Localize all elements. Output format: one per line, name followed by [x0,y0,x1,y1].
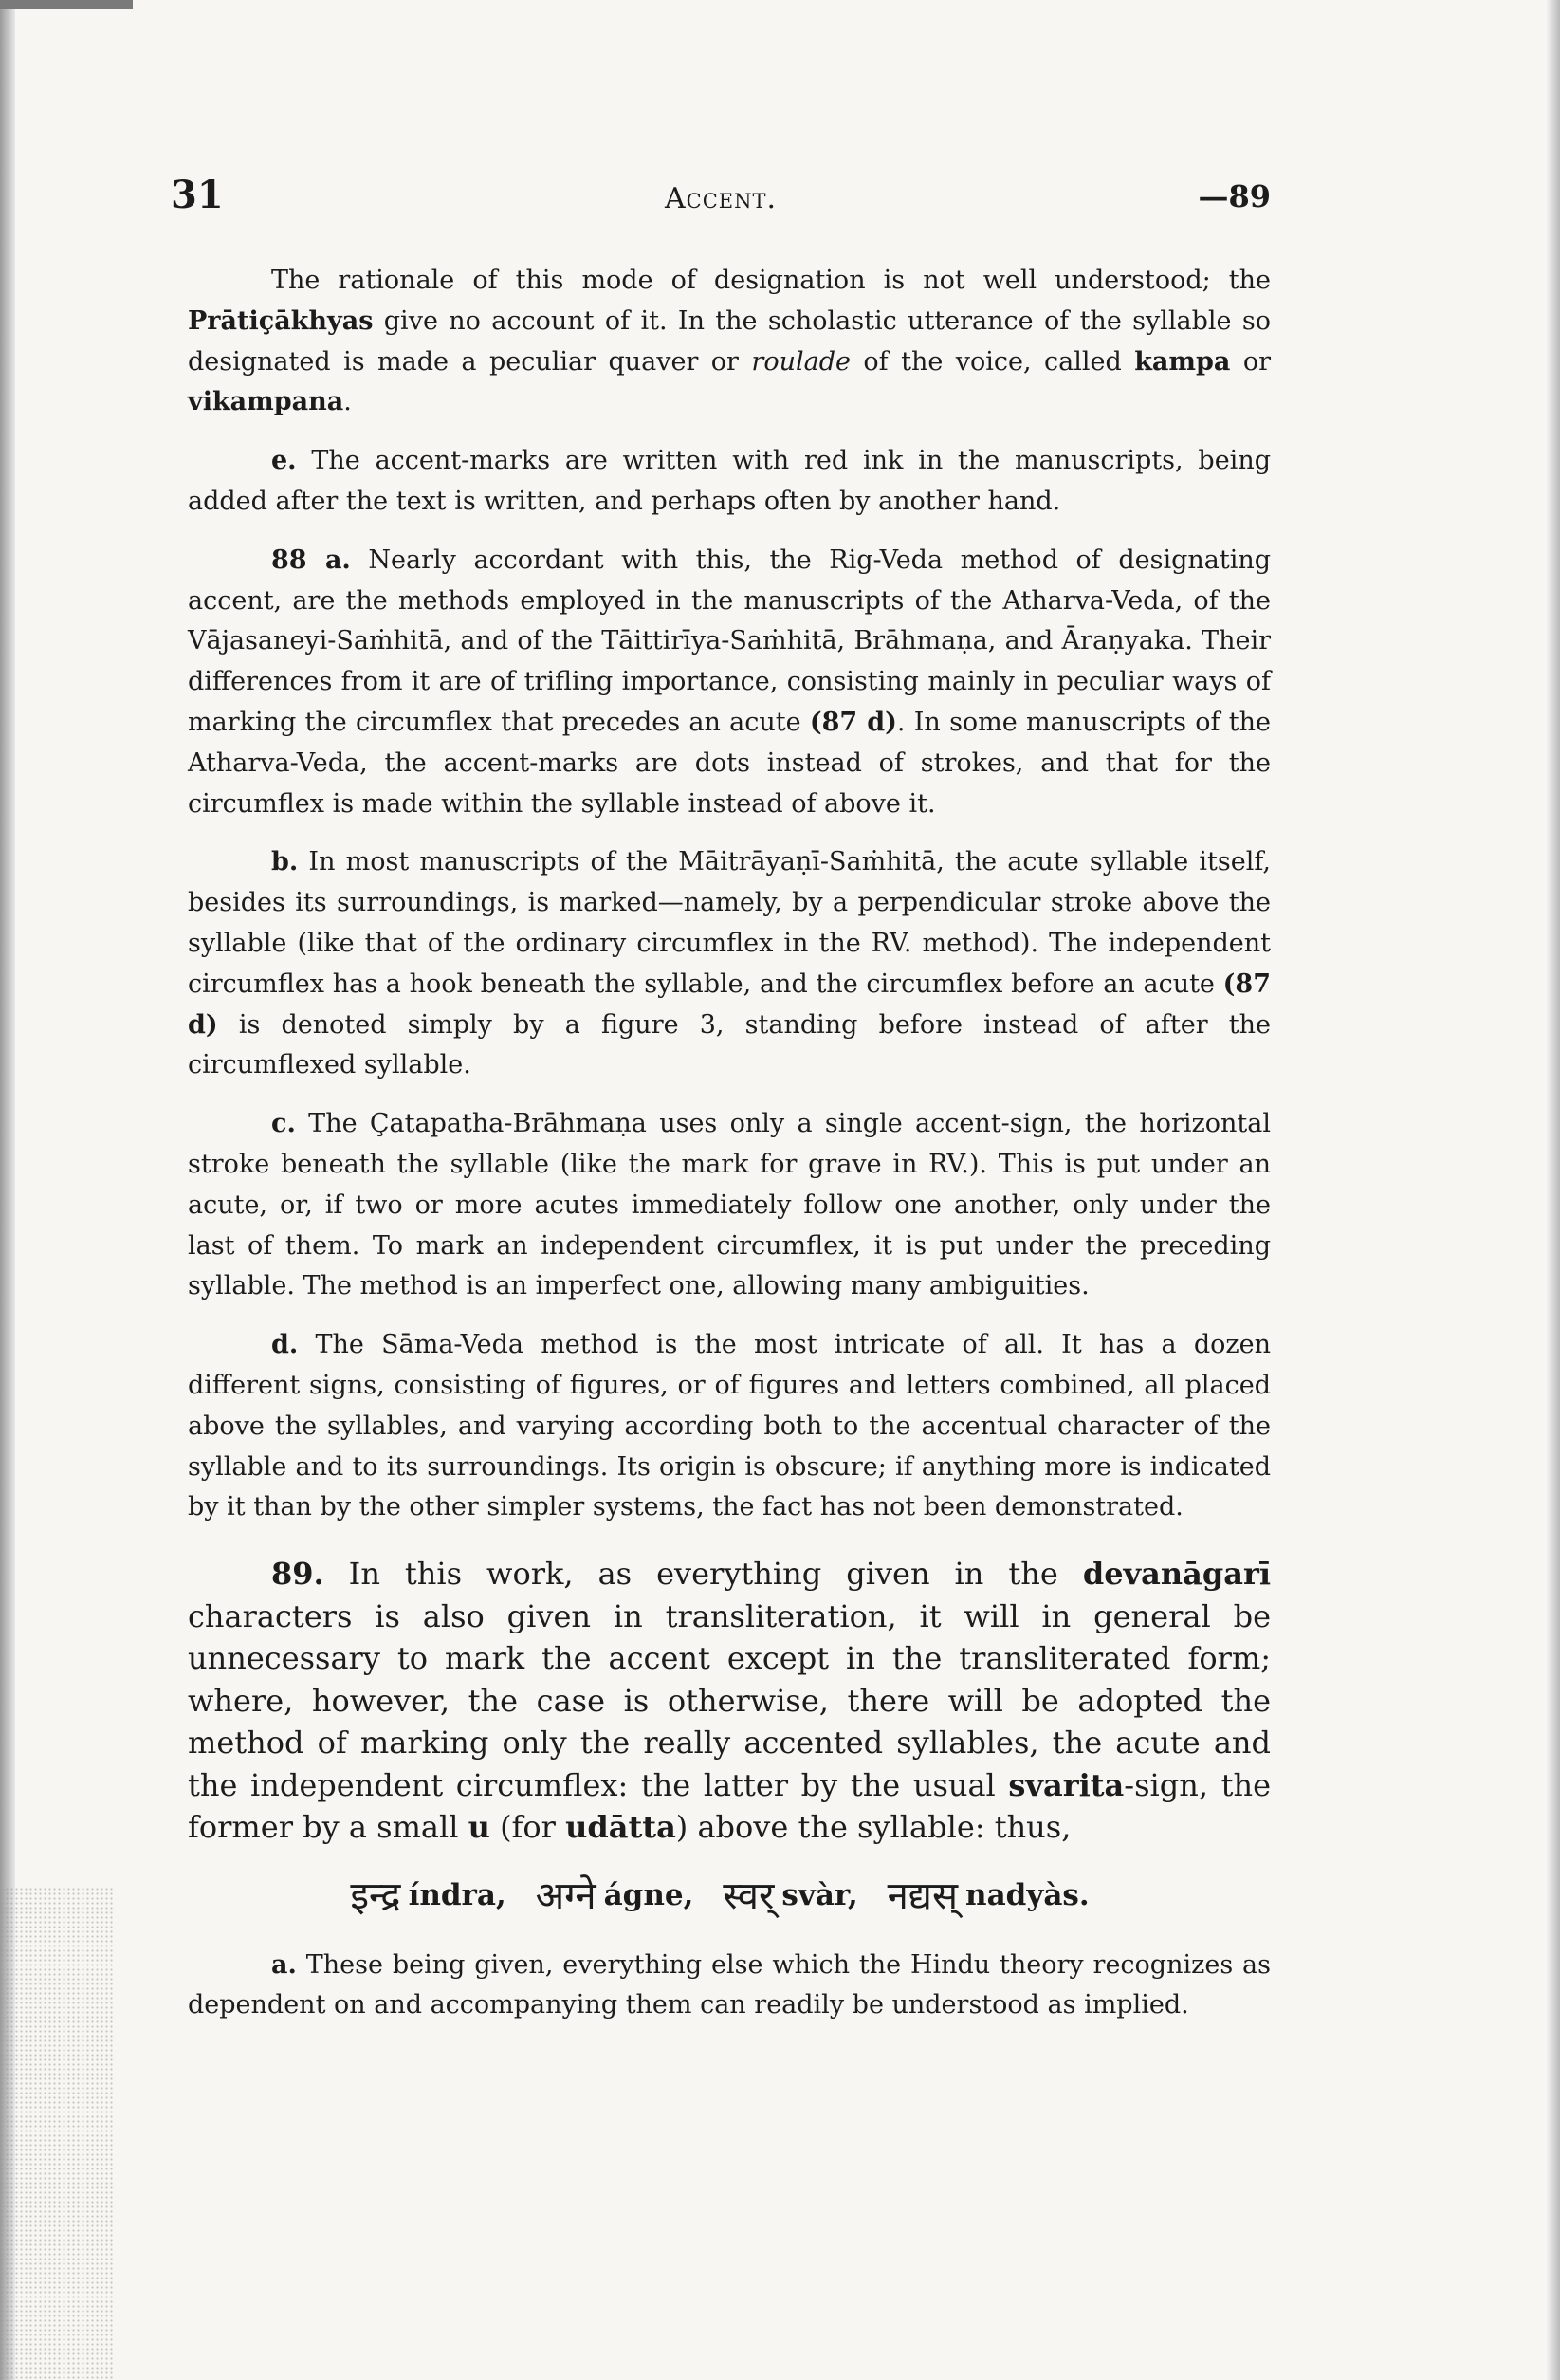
paragraph-rationale: The rationale of this mode of designation is not well understood; the Prātiçākhyas give no account of it. In the scholastic utterance of the syllable so designated is made a peculiar quaver or roulade of the voice, called kampa or vikampana. [188,266,1271,417]
scan-top-shade [0,0,133,9]
paragraph-89a: a. These being given, everything else which the Hindu theory recognizes as dependent on and accompanying them can readily be understood as implied. [188,1949,1271,2020]
paragraph-label: 88 a. [271,544,351,575]
devanagari-word: अग्ने [535,1873,596,1918]
scan-corner-noise [0,1887,114,2380]
section-reference: —89 [1198,178,1271,214]
paragraph-c: c. The Çatapatha-Brāhmaṇa uses only a single accent-sign, the horizontal stroke beneath the syllable (like the mark for grave in RV.). This is put under an acute, or, if two or more acutes immediately follow one another, only under the last of them. To mark an independent circumflex, it is put under the preceding syllable. The method is an imperfect one, allowing many ambiguities. [188,1109,1271,1301]
devanagari-word: इन्द्र [350,1873,401,1918]
devanagari-word: स्वर् [723,1873,775,1918]
devanagari-word: नद्यस् [887,1873,959,1918]
page-number: 31 [171,173,224,217]
paragraph-label: d. [271,1330,299,1360]
paragraph-e: e. The accent-marks are written with red ink in the manuscripts, being added after the text is written, and perhaps often by another hand. [188,446,1271,516]
paragraph-label: 89. [271,1556,324,1593]
paragraph-d: d. The Sāma-Veda method is the most intricate of all. It has a dozen different signs, consisting of figures, or of figures and letters combined, all placed above the syllables, and varying according both to the accentual character of the syllable and to its surroundings. Its origin is obscure; if anything more is indicated by it than by the other simpler systems, the fact has not been demonstrated. [188,1330,1271,1522]
transliterated-word: nadyàs. [965,1877,1090,1912]
paragraph-89: 89. In this work, as everything given in the devanāgarī characters is also given in transliteration, it will in general be unnecessary to mark the accent except in the transliterated form; where, however, the case is otherwise, there will be adopted the method of marking only the really accented syllables, the acute and the independent circumflex: the latter by the usual svarita-sign, the former by a small u (for udātta) above the syllable: thus, [188,1556,1272,1846]
paragraph-b: b. In most manuscripts of the Māitrāyaṇī-Saṁhitā, the acute syllable itself, besides its surroundings, is marked—namely, by a perpendicular stroke above the syllable (like that of the ordinary circumflex in the RV. method). The independent circumflex has a hook beneath the syllable, and the circumflex before an acute (87 d) is denoted simply by a figure 3, standing before instead of after the circumflexed syllable. [188,847,1271,1080]
page-header [171,173,1271,230]
paragraph-label: b. [271,847,299,877]
paragraph-88a: 88 a. Nearly accordant with this, the Rig-Veda method of designating accent, are the methods employed in the manuscripts of the Atharva-Veda, of the Vājasaneyi-Saṁhitā, and of the Tāittirīya-Saṁhitā, Brāhmaṇa, and Āraṇyaka. Their differences from it are of trifling importance, consisting mainly in peculiar ways of marking the circumflex that precedes an acute (87 d). In some manuscripts of the Atharva-Veda, the accent-marks are dots instead of strokes, and that for the circumflex is made within the syllable instead of above it. [188,544,1272,819]
transliterated-word: svàr, [781,1877,858,1912]
scan-edge-right [1547,0,1560,2380]
cross-reference: (87 d) [809,707,897,737]
cross-reference: (87 d) [188,969,1271,1040]
paragraph-label: e. [271,446,297,476]
running-title: Accent. [664,182,778,215]
body-text [188,261,1271,2044]
transliterated-word: índra, [408,1877,506,1912]
accent-examples [188,1867,1271,1925]
transliterated-word: ágne, [603,1877,694,1912]
paragraph-label: c. [271,1109,296,1139]
paragraph-label: a. [271,1949,297,1980]
